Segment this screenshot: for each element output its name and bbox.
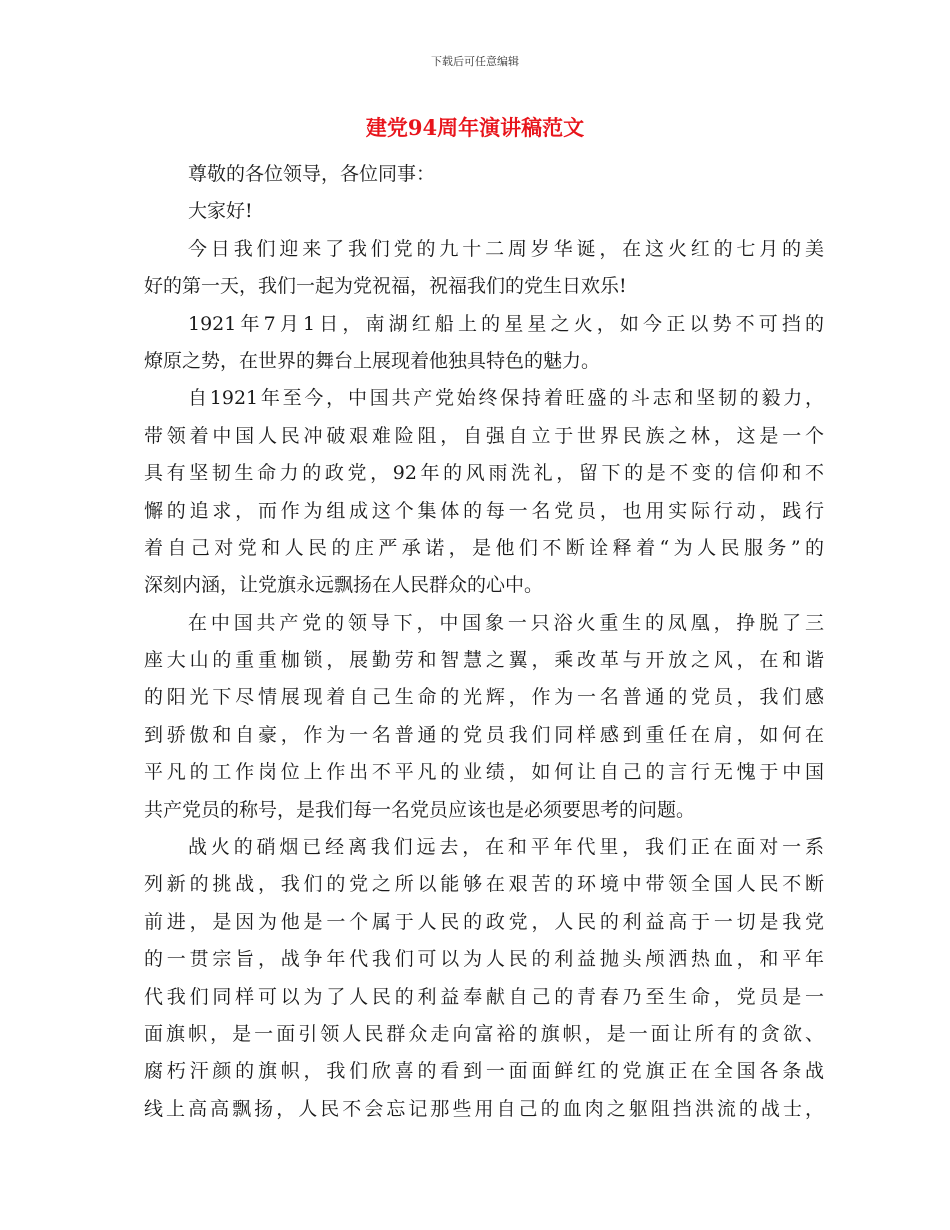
document-title: 建党94周年演讲稿范文	[365, 115, 585, 140]
document-body	[144, 156, 824, 1128]
text-line: 在中国共产党的领导下，中国象一只浴火重生的凤凰，挣脱了三	[188, 611, 824, 634]
text-line: 好的第一天，我们一起为党祝福，祝福我们的党生日欢乐!	[144, 275, 627, 298]
text-line: 线上高高飘扬，人民不会忘记那些用自己的血肉之躯阻挡洪流的战士，	[144, 1097, 824, 1120]
text-line: 带领着中国人民冲破艰难险阻，自强自立于世界民族之林，这是一个	[144, 424, 824, 447]
text-line: 尊敬的各位领导，各位同事：	[188, 163, 436, 185]
text-line: 着自己对党和人民的庄严承诺，是他们不断诠释着“为人民服务”的	[144, 536, 824, 559]
header-note: 下载后可任意编辑	[431, 55, 519, 68]
text-line: 代我们同样可以为了人民的利益奉献自己的青春乃至生命，党员是一	[144, 985, 824, 1008]
text-line: 的一贯宗旨，战争年代我们可以为人民的利益抛头颅洒热血，和平年	[144, 948, 824, 971]
text-line: 战火的硝烟已经离我们远去，在和平年代里，我们正在面对一系	[188, 836, 824, 859]
text-line: 面旗帜，是一面引领人民群众走向富裕的旗帜，是一面让所有的贪欲、	[144, 1022, 824, 1045]
text-line: 列新的挑战，我们的党之所以能够在艰苦的环境中带领全国人民不断	[144, 873, 824, 896]
text-line: 具有坚韧生命力的政党，92年的风雨洗礼，留下的是不变的信仰和不	[144, 462, 824, 485]
text-line: 前进，是因为他是一个属于人民的政党，人民的利益高于一切是我党	[144, 910, 824, 933]
text-line: 平凡的工作岗位上作出不平凡的业绩，如何让自己的言行无愧于中国	[144, 761, 824, 784]
text-line: 大家好!	[188, 200, 253, 223]
text-line: 今日我们迎来了我们党的九十二周岁华诞，在这火红的七月的美	[188, 237, 824, 260]
text-line: 座大山的重重枷锁，展勤劳和智慧之翼，乘改革与开放之风，在和谐	[144, 649, 824, 672]
text-line: 懈的追求，而作为组成这个集体的每一名党员，也用实际行动，践行	[144, 499, 824, 522]
text-line: 燎原之势，在世界的舞台上展现着他独具特色的魅力。	[144, 349, 601, 372]
text-line: 深刻内涵，让党旗永远飘扬在人民群众的心中。	[144, 574, 544, 597]
text-line: 到骄傲和自豪，作为一名普通的党员我们同样感到重任在肩，如何在	[144, 723, 824, 746]
text-line: 腐朽汗颜的旗帜，我们欣喜的看到一面面鲜红的党旗正在全国各条战	[144, 1060, 824, 1083]
text-line: 1921年7月1日，南湖红船上的星星之火，如今正以势不可挡的	[188, 312, 824, 335]
text-line: 共产党员的称号，是我们每一名党员应该也是必须要思考的问题。	[144, 798, 696, 821]
text-line: 自1921年至今，中国共产党始终保持着旺盛的斗志和坚韧的毅力，	[188, 387, 824, 410]
text-line: 的阳光下尽情展现着自己生命的光辉，作为一名普通的党员，我们感	[144, 686, 824, 709]
